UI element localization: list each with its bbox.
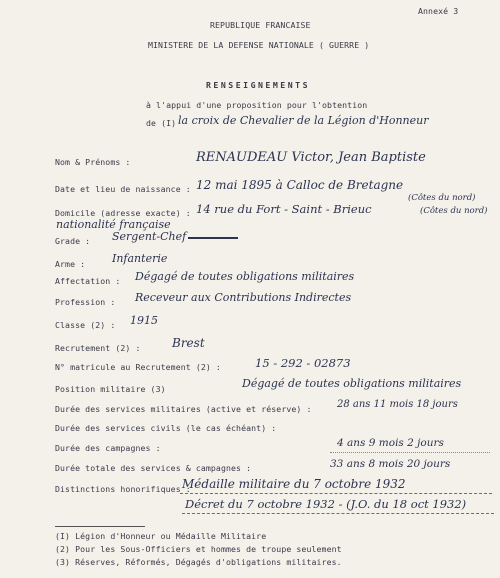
totale-label: Durée totale des services & campagnes : bbox=[55, 463, 252, 473]
matricule-label: N° matricule au Recrutement (2) : bbox=[55, 362, 221, 372]
classe-value: 1915 bbox=[130, 314, 158, 327]
campagnes-dotted-line bbox=[330, 452, 490, 453]
profession-label: Profession : bbox=[55, 297, 116, 307]
distinctions-label: Distinctions honorifiques : bbox=[55, 484, 191, 494]
distinctions-value-line1: Médaille militaire du 7 octobre 1932 bbox=[182, 477, 406, 491]
annex-number: Annexé 3 bbox=[418, 6, 459, 16]
ministry-heading: MINISTERE DE LA DEFENSE NATIONALE ( GUERRE ) bbox=[148, 40, 370, 50]
distinctions-underline bbox=[180, 493, 492, 494]
domicile-label: Domicile (adresse exacte) : bbox=[55, 208, 191, 218]
republic-heading: REPUBLIQUE FRANCAISE bbox=[210, 20, 311, 30]
birth-label: Date et lieu de naissance : bbox=[55, 184, 191, 194]
classe-label: Classe (2) : bbox=[55, 320, 116, 330]
distinctions-value-line2: Décret du 7 octobre 1932 - (J.O. du 18 oct 1932) bbox=[185, 497, 467, 511]
totale-value: 33 ans 8 mois 20 jours bbox=[330, 458, 451, 470]
affectation-label: Affectation : bbox=[55, 276, 121, 286]
document-subtitle: à l'appui d'une proposition pour l'obtention bbox=[146, 100, 368, 110]
services-mil-value: 28 ans 11 mois 18 jours bbox=[337, 399, 458, 410]
distinctions-underline-2 bbox=[182, 513, 494, 514]
domicile-note: (Côtes du nord) bbox=[420, 206, 488, 216]
footnote-rule bbox=[55, 526, 145, 527]
distinction-prefix: de (I) bbox=[146, 118, 177, 128]
name-label: Nom & Prénoms : bbox=[55, 157, 131, 167]
name-value: RENAUDEAU Victor, Jean Baptiste bbox=[196, 150, 426, 165]
document-title: RENSEIGNEMENTS bbox=[206, 80, 311, 90]
position-label: Position militaire (3) bbox=[55, 384, 166, 394]
birth-note: (Côtes du nord) bbox=[408, 193, 476, 203]
campagnes-label: Durée des campagnes : bbox=[55, 443, 161, 453]
affectation-value: Dégagé de toutes obligations militaires bbox=[135, 270, 355, 283]
footnote-2: (2) Pour les Sous-Officiers et hommes de troupe seulement bbox=[55, 544, 342, 554]
grade-label: Grade : bbox=[55, 236, 91, 246]
footnote-1: (I) Légion d'Honneur ou Médaille Militaire bbox=[55, 531, 267, 541]
grade-value: Sergent-Chef bbox=[112, 230, 187, 243]
nationality-value: nationalité française bbox=[56, 218, 171, 231]
arme-value: Infanterie bbox=[112, 252, 168, 265]
profession-value: Receveur aux Contributions Indirectes bbox=[135, 291, 352, 304]
distinction-requested: la croix de Chevalier de la Légion d'Honneur bbox=[178, 114, 429, 127]
recrutement-value: Brest bbox=[172, 336, 205, 350]
services-civ-label: Durée des services civils (le cas échéant) : bbox=[55, 423, 277, 433]
position-value: Dégagé de toutes obligations militaires bbox=[242, 377, 462, 390]
birth-value: 12 mai 1895 à Calloc de Bretagne bbox=[196, 178, 404, 192]
campagnes-value: 4 ans 9 mois 2 jours bbox=[337, 437, 444, 449]
arme-label: Arme : bbox=[55, 259, 86, 269]
recrutement-label: Recrutement (2) : bbox=[55, 343, 141, 353]
domicile-value: 14 rue du Fort - Saint - Brieuc bbox=[196, 202, 372, 216]
footnote-3: (3) Réserves, Réformés, Dégagés d'obligations militaires. bbox=[55, 557, 342, 567]
grade-strikethrough bbox=[188, 237, 238, 239]
services-mil-label: Durée des services militaires (active et réserve) : bbox=[55, 404, 312, 414]
matricule-value: 15 - 292 - 02873 bbox=[255, 356, 351, 370]
